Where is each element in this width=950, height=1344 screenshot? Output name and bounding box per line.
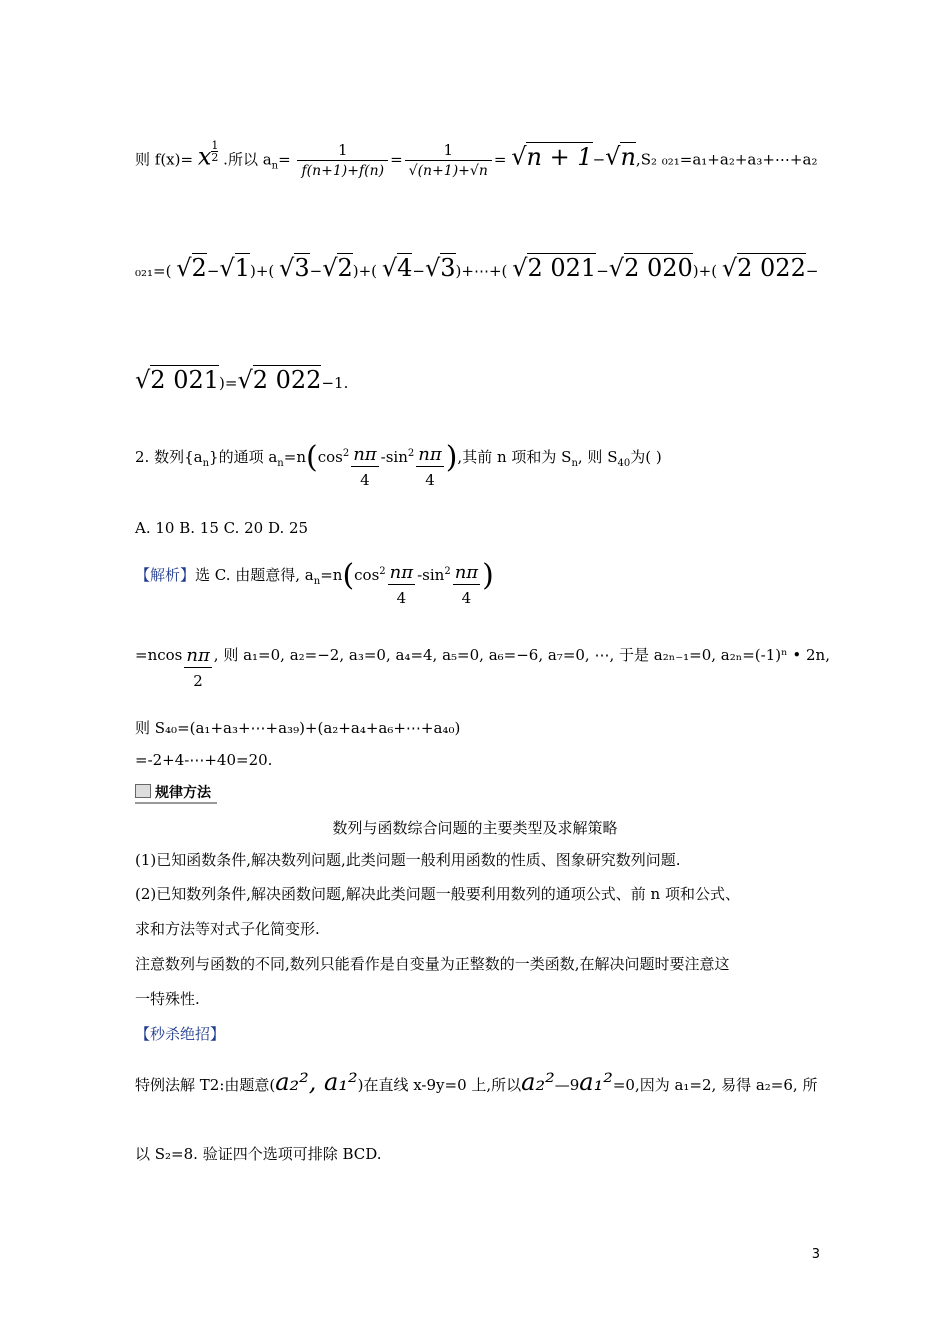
paragraph-1: (1)已知函数条件,解决数列问题,此类问题一般利用函数的性质、图象研究数列问题. [135, 851, 681, 869]
radical: √n [605, 142, 636, 171]
tag-icon [135, 784, 151, 798]
fraction-2: $\frac{1}{√(n+1)+√n}$ [405, 140, 492, 181]
fraction-1: $\frac{1}{f(n+1)+f(n)}$ [297, 140, 388, 181]
exponent: $\frac{1}{2}$ [211, 139, 219, 164]
analysis-label: 【解析】 [135, 566, 196, 584]
ncos-line: =ncos nπ 2 , 则 a₁=0, a₂=−2, a₃=0, a₄=4, a₅=0, a₆=−6, a₇=0, ⋯, 于是 a₂ₙ₋₁=0, a₂ₙ=(-1)ⁿ • 2n, [135, 645, 830, 690]
text: ,S₂ ₀₂₁=a₁+a₂+a₃+⋯+a₂ [635, 150, 818, 169]
text: ₀₂₁=( [135, 262, 172, 280]
sum-line: =-2+4-⋯+40=20. [135, 751, 273, 769]
radical: √n + 1 [511, 142, 593, 171]
s40-line: 则 S₄₀=(a₁+a₃+⋯+a₃₉)+(a₂+a₄+a₆+⋯+a₄₀) [135, 719, 461, 737]
paragraph-2a: (2)已知数列条件,解决函数问题,解决此类问题一般要利用数列的通项公式、前 n 项和公式、 [135, 885, 740, 903]
kill-line-1: 特例法解 T2:由题意(a₂², a₁²)在直线 x-9y=0 上,所以a₂²—9a₁²=0,因为 a₁=2, 易得 a₂=6, 所 [135, 1068, 818, 1096]
text: .所以 a [223, 150, 272, 169]
solution-line-2: ₀₂₁=( √2−√1)+( √3−√2)+( √4−√3)+⋯+( √2 021−√2 020)+( √2 022− [135, 254, 819, 282]
paragraph-3b: 一特殊性. [135, 990, 200, 1008]
text: 则 f(x)= [135, 150, 194, 169]
solution-line-1: 则 f(x)= x $\frac{1}{2}$ .所以 $a_n=$ $\frac{1}{f(n+1)+f(n)}$ = $\frac{1}{√(n+1)+√n}$ = √n + 1−√n,S₂ ₀₂₁=a₁+a₂+a₃+⋯+a₂ [135, 139, 818, 179]
solution-line-3: √2 021)=√2 022−1. [135, 366, 349, 394]
kill-label: 【秒杀绝招】 [135, 1025, 226, 1043]
text: = [278, 150, 291, 169]
kill-line-2: 以 S₂=8. 验证四个选项可排除 BCD. [135, 1145, 382, 1163]
question-2: 2. 数列$\{a_n\}$的通项 $a_n=n(\cos^2$ nπ 4 $-\sin^2$ nπ 4 ),其前 n 项和为 $S_n$, 则 $S_{40}$为( ) [135, 440, 662, 489]
analysis-line: 【解析】选 C. 由题意得, $a_n=n(\cos^2$ nπ 4 $-\sin^2$ nπ 4 ) [135, 558, 494, 607]
paragraph-2b: 求和方法等对式子化简变形. [135, 920, 320, 938]
section-title: 数列与函数综合问题的主要类型及求解策略 [332, 819, 618, 837]
page-number: 3 [811, 1247, 820, 1262]
paragraph-3a: 注意数列与函数的不同,数列只能看作是自变量为正整数的一类函数,在解决问题时要注意这 [135, 955, 730, 973]
answer-options: A. 10 B. 15 C. 20 D. 25 [135, 519, 309, 537]
method-tag: 规律方法 [135, 782, 217, 804]
x-var: x [197, 142, 212, 171]
